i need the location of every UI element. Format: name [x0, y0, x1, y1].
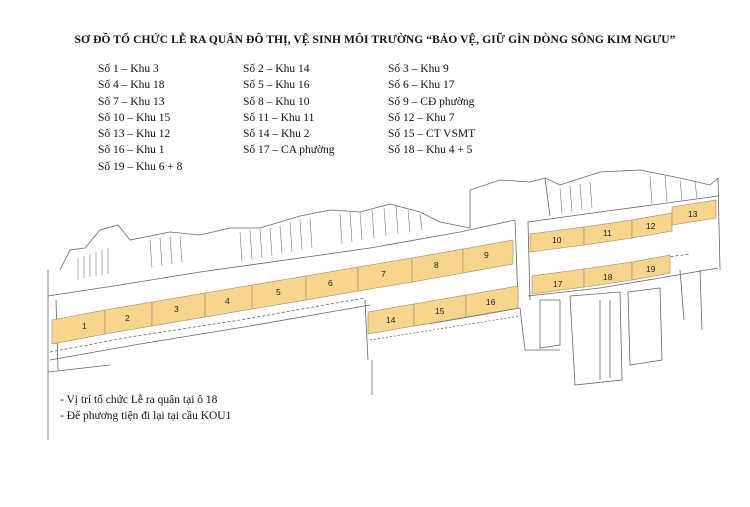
legend-item: Số 7 – Khu 13 — [98, 95, 165, 108]
lot-label: 7 — [381, 269, 386, 279]
legend-item: Số 18 – Khu 4 + 5 — [388, 144, 473, 157]
lot-label: 8 — [434, 260, 439, 270]
legend-item: Số 17 – CA phường — [243, 144, 335, 157]
legend-item: Số 5 – Khu 16 — [243, 79, 310, 92]
lot-legend — [98, 63, 538, 178]
lot-label: 14 — [386, 315, 396, 325]
legend-item: Số 16 – Khu 1 — [98, 144, 165, 157]
lot-label: 12 — [646, 221, 656, 231]
legend-item: Số 4 – Khu 18 — [98, 79, 165, 92]
legend-item: Số 10 – Khu 15 — [98, 111, 171, 124]
legend-item: Số 11 – Khu 11 — [243, 111, 315, 124]
lot-label: 15 — [435, 306, 445, 316]
legend-item: Số 1 – Khu 3 — [98, 63, 159, 75]
lot-label: 2 — [125, 313, 130, 323]
legend-item: Số 6 – Khu 17 — [388, 79, 455, 92]
legend-item: Số 15 – CT VSMT — [388, 128, 476, 141]
lot-label: 5 — [276, 287, 281, 297]
lot-label: 11 — [603, 228, 612, 238]
legend-item: Số 19 – Khu 6 + 8 — [98, 160, 183, 173]
lot-label: 17 — [553, 279, 563, 289]
lot-label: 4 — [225, 296, 230, 306]
legend-item: Số 3 – Khu 9 — [388, 63, 449, 75]
legend-item: Số 14 – Khu 2 — [243, 128, 310, 141]
legend-item: Số 12 – Khu 7 — [388, 111, 455, 124]
lot-label: 18 — [603, 272, 613, 282]
lot-label: 9 — [484, 250, 489, 260]
map-notes — [60, 392, 231, 424]
page-title: SƠ ĐỒ TỔ CHỨC LỄ RA QUÂN ĐÔ THỊ, VỆ SINH MÔI TRƯỜNG “BẢO VỆ, GIỮ GÌN DÒNG SÔNG KIM NGƯU” — [74, 34, 676, 46]
lot-label: 10 — [552, 235, 562, 245]
legend-item: Số 9 – CĐ phường — [388, 95, 475, 108]
lot-label: 6 — [328, 278, 333, 288]
legend-item: Số 2 – Khu 14 — [243, 63, 310, 75]
lot-label: 3 — [174, 304, 179, 314]
note-parking-location: - Để phương tiện đi lại tại cầu KOU1 — [60, 410, 232, 422]
lot-label: 16 — [486, 297, 496, 307]
lot-label: 13 — [688, 209, 698, 219]
legend-item: Số 13 – Khu 12 — [98, 128, 171, 141]
lot-1[interactable] — [52, 310, 105, 344]
lot-label: 19 — [646, 264, 656, 274]
note-ceremony-location: - Vị trí tổ chức Lễ ra quân tại ô 18 — [60, 394, 218, 406]
lot-label: 1 — [82, 321, 87, 331]
legend-item: Số 8 – Khu 10 — [243, 95, 310, 108]
